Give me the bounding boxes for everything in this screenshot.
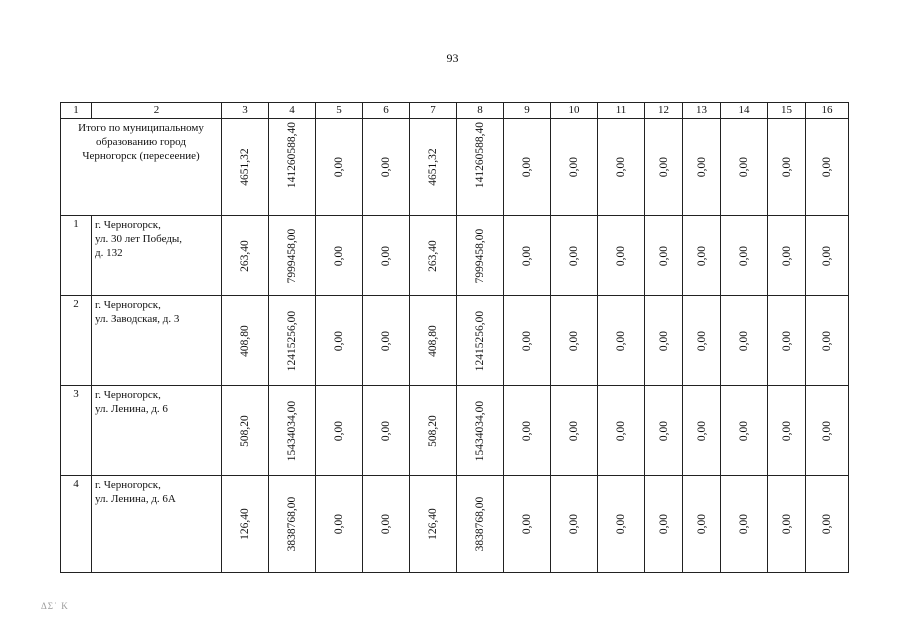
value-text: 0,00 (821, 420, 833, 441)
address-line: ул. Ленина, д. 6А (95, 493, 176, 505)
value-cell (645, 386, 683, 476)
value-text: 0,00 (333, 330, 345, 351)
value-cell (410, 476, 457, 573)
value-text: 0,00 (333, 420, 345, 441)
value-text: 0,00 (821, 330, 833, 351)
value-cell (410, 296, 457, 386)
header-cell: 3 (222, 103, 269, 119)
value-text: 0,00 (780, 245, 793, 266)
value-cell (806, 119, 849, 216)
value-cell (363, 296, 410, 386)
value-cell (316, 119, 363, 216)
value-cell (551, 119, 598, 216)
value-cell (222, 296, 269, 386)
value-cell (504, 386, 551, 476)
value-text: 0,00 (738, 245, 750, 266)
table-row (61, 476, 849, 573)
value-text: 7999458,00 (286, 228, 298, 283)
value-text: 0,00 (780, 420, 793, 441)
header-cell: 13 (683, 103, 721, 119)
scan-corner-mark: ΔΣ˙ K (41, 601, 69, 611)
header-cell: 10 (551, 103, 598, 119)
value-cell (363, 216, 410, 296)
value-cell (551, 386, 598, 476)
address-line: г. Черногорск, (95, 479, 161, 491)
value-text: 12415256,00 (474, 310, 486, 371)
value-text: 0,00 (380, 513, 392, 535)
address-line: ул. 30 лет Победы, (95, 233, 183, 245)
value-text: 15434034,00 (286, 400, 298, 461)
value-cell (504, 119, 551, 216)
value-cell (806, 476, 849, 573)
row-number: 2 (61, 296, 92, 386)
address-cell (92, 216, 222, 296)
address-line: д. 132 (95, 247, 123, 259)
value-cell (363, 386, 410, 476)
value-text: 0,00 (615, 156, 627, 178)
value-cell (645, 296, 683, 386)
value-cell (645, 119, 683, 216)
header-cell: 15 (768, 103, 806, 119)
row-number: 1 (61, 216, 92, 296)
value-text: 0,00 (380, 420, 392, 441)
value-cell (269, 216, 316, 296)
value-cell (768, 296, 806, 386)
value-cell (269, 119, 316, 216)
value-cell (768, 216, 806, 296)
value-text: 0,00 (615, 245, 627, 266)
value-text: 0,00 (380, 245, 392, 266)
value-text: 0,00 (695, 513, 708, 535)
row-number: 4 (61, 476, 92, 573)
value-text: 0,00 (380, 156, 392, 178)
value-cell (721, 386, 768, 476)
address-line: ул. Заводская, д. 3 (95, 313, 180, 325)
header-row (61, 103, 849, 119)
address-cell (92, 476, 222, 573)
value-cell (598, 386, 645, 476)
value-text: 0,00 (657, 156, 670, 178)
value-cell (683, 476, 721, 573)
value-cell (363, 476, 410, 573)
value-text: 0,00 (695, 330, 708, 351)
page-number: 93 (446, 51, 459, 65)
value-text: 0,00 (657, 330, 670, 351)
value-text: 12415256,00 (286, 310, 298, 371)
value-text: 0,00 (568, 330, 580, 351)
total-label-line: Итого по муниципальному (78, 122, 204, 134)
value-cell (721, 216, 768, 296)
value-cell (645, 216, 683, 296)
value-text: 141260588,40 (286, 122, 298, 189)
total-label-line: образованию город (96, 136, 186, 148)
value-cell (457, 216, 504, 296)
value-cell (457, 386, 504, 476)
value-cell (316, 296, 363, 386)
row-number: 3 (61, 386, 92, 476)
value-text: 0,00 (695, 156, 708, 178)
value-text: 263,40 (239, 239, 251, 272)
value-text: 0,00 (780, 330, 793, 351)
header-cell: 5 (316, 103, 363, 119)
value-cell (222, 476, 269, 573)
address-line: ул. Ленина, д. 6 (95, 403, 168, 415)
value-text: 0,00 (780, 156, 793, 178)
value-cell (457, 296, 504, 386)
address-cell (92, 386, 222, 476)
value-cell (683, 386, 721, 476)
table-row (61, 296, 849, 386)
value-cell (269, 296, 316, 386)
value-cell (645, 476, 683, 573)
total-row (61, 119, 849, 216)
value-cell (598, 119, 645, 216)
value-cell (457, 476, 504, 573)
value-text: 0,00 (821, 156, 833, 178)
value-text: 0,00 (821, 245, 833, 266)
value-text: 0,00 (568, 156, 580, 178)
header-cell: 9 (504, 103, 551, 119)
value-text: 508,20 (427, 414, 439, 447)
address-line: г. Черногорск, (95, 219, 161, 231)
value-cell (316, 216, 363, 296)
value-text: 0,00 (568, 513, 580, 535)
value-text: 0,00 (615, 420, 627, 441)
value-text: 0,00 (521, 156, 533, 178)
value-text: 4651,32 (427, 148, 439, 186)
value-cell (222, 386, 269, 476)
value-cell (269, 476, 316, 573)
value-cell (768, 476, 806, 573)
total-label (61, 119, 222, 216)
value-text: 0,00 (657, 245, 670, 266)
address-cell (92, 296, 222, 386)
value-text: 0,00 (521, 330, 533, 351)
value-text: 0,00 (657, 513, 670, 535)
value-text: 0,00 (738, 513, 750, 535)
value-cell (316, 386, 363, 476)
value-text: 0,00 (380, 330, 392, 351)
value-cell (457, 119, 504, 216)
value-text: 263,40 (427, 239, 439, 272)
value-text: 0,00 (821, 513, 833, 535)
value-text: 0,00 (738, 330, 750, 351)
address-line: г. Черногорск, (95, 299, 161, 311)
value-cell (806, 216, 849, 296)
header-cell: 4 (269, 103, 316, 119)
header-cell: 6 (363, 103, 410, 119)
value-cell (721, 476, 768, 573)
value-text: 4651,32 (239, 148, 251, 186)
value-text: 0,00 (695, 420, 708, 441)
value-cell (806, 296, 849, 386)
value-text: 126,40 (427, 508, 439, 540)
total-label-line: Черногорск (пересеение) (82, 150, 200, 162)
address-line: г. Черногорск, (95, 389, 161, 401)
value-text: 15434034,00 (474, 400, 486, 461)
value-cell (551, 476, 598, 573)
value-cell (269, 386, 316, 476)
header-cell: 16 (806, 103, 849, 119)
value-cell (222, 119, 269, 216)
header-cell: 7 (410, 103, 457, 119)
header-cell: 12 (645, 103, 683, 119)
value-cell (768, 119, 806, 216)
value-cell (504, 476, 551, 573)
value-cell (410, 386, 457, 476)
value-cell (683, 216, 721, 296)
header-cell: 8 (457, 103, 504, 119)
value-text: 0,00 (738, 420, 750, 441)
value-cell (768, 386, 806, 476)
value-text: 0,00 (521, 513, 533, 535)
value-cell (363, 119, 410, 216)
value-cell (598, 476, 645, 573)
value-text: 0,00 (568, 245, 580, 266)
value-text: 408,80 (239, 324, 251, 357)
value-cell (721, 119, 768, 216)
header-cell: 14 (721, 103, 768, 119)
value-text: 0,00 (780, 513, 793, 535)
value-text: 408,80 (427, 324, 439, 357)
header-cell: 11 (598, 103, 645, 119)
value-text: 3838768,00 (474, 496, 486, 552)
value-cell (551, 216, 598, 296)
value-text: 0,00 (521, 420, 533, 441)
value-text: 0,00 (333, 513, 345, 535)
value-text: 7999458,00 (474, 228, 486, 283)
value-text: 0,00 (333, 156, 345, 178)
value-cell (410, 216, 457, 296)
value-cell (316, 476, 363, 573)
table-row (61, 216, 849, 296)
value-cell (683, 119, 721, 216)
value-text: 508,20 (239, 414, 251, 447)
value-text: 0,00 (521, 245, 533, 266)
value-text: 0,00 (615, 330, 627, 351)
value-text: 0,00 (657, 420, 670, 441)
housing-relocation-table (60, 102, 849, 573)
value-cell (598, 216, 645, 296)
value-cell (598, 296, 645, 386)
header-cell: 2 (92, 103, 222, 119)
value-text: 3838768,00 (286, 496, 298, 552)
value-cell (683, 296, 721, 386)
value-cell (504, 216, 551, 296)
value-text: 0,00 (333, 245, 345, 266)
value-text: 126,40 (239, 508, 251, 540)
value-text: 141260588,40 (474, 122, 486, 189)
value-cell (551, 296, 598, 386)
value-cell (806, 386, 849, 476)
value-text: 0,00 (738, 156, 750, 178)
value-cell (721, 296, 768, 386)
table-row (61, 386, 849, 476)
header-cell: 1 (61, 103, 92, 119)
value-cell (504, 296, 551, 386)
value-text: 0,00 (615, 513, 627, 535)
value-text: 0,00 (568, 420, 580, 441)
value-cell (222, 216, 269, 296)
value-cell (410, 119, 457, 216)
value-text: 0,00 (695, 245, 708, 266)
